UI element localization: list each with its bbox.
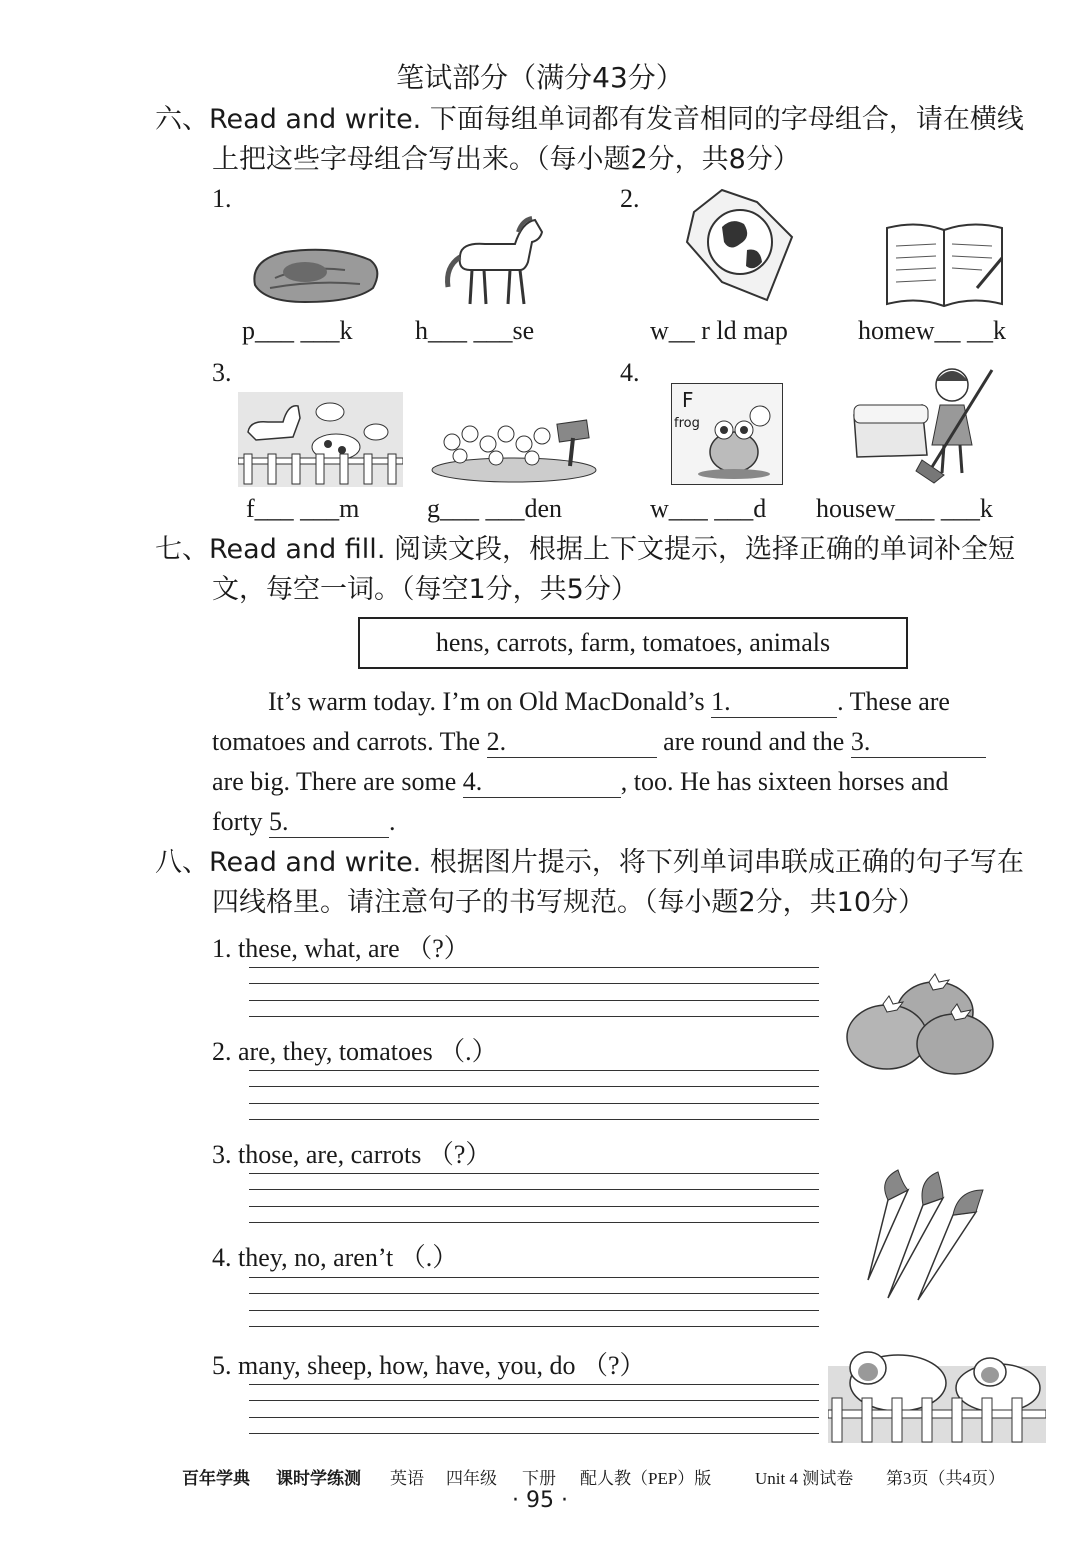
steak-icon	[245, 240, 385, 310]
word-blank[interactable]: homew__ __k	[858, 316, 1007, 345]
footer-grade: 四年级	[446, 1469, 497, 1488]
frog-card-letter: F	[682, 388, 694, 412]
footer-edition: 配人教（PEP）版	[580, 1469, 712, 1488]
section6-heading: 六、Read and write. 下面每组单词都有发音相同的字母组合，请在横线	[155, 104, 1024, 135]
word-blank[interactable]: p___ ___k	[242, 316, 353, 345]
passage-line: It’s warm today. I’m on Old MacDonald’s 1. . These are	[268, 687, 950, 716]
answer-blank[interactable]: 1.	[711, 687, 837, 718]
answer-blank[interactable]: 4.	[463, 767, 621, 798]
word-blank[interactable]: w__ r ld map	[650, 316, 788, 345]
frog-card-word: frog	[674, 416, 700, 431]
passage-line: forty 5. .	[212, 807, 396, 836]
world-map-icon	[682, 182, 797, 307]
group-number: 3.	[212, 358, 232, 387]
answer-blank[interactable]: 2.	[487, 727, 657, 758]
word-blank[interactable]: housew___ ___k	[816, 494, 993, 523]
carrots-icon	[848, 1160, 993, 1302]
four-line-grid[interactable]	[249, 1173, 819, 1223]
section8-heading-cont: 四线格里。请注意句子的书写规范。（每小题2分，共10分）	[212, 887, 926, 918]
footer-page-info: 第3页（共4页）	[886, 1469, 1005, 1488]
sheep-fence-icon	[828, 1338, 1046, 1443]
question-item: 3. those, are, carrots （?）	[212, 1140, 492, 1169]
footer-subject: 英语	[390, 1469, 424, 1488]
section6-heading-cont: 上把这些字母组合写出来。（每小题2分，共8分）	[212, 144, 800, 175]
page-title: 笔试部分（满分43分）	[396, 61, 684, 94]
homework-book-icon	[882, 218, 1007, 310]
answer-blank[interactable]: 3.	[851, 727, 986, 758]
page-number: · 95 ·	[512, 1488, 568, 1513]
section7-heading: 七、Read and fill. 阅读文段，根据上下文提示，选择正确的单词补全短	[155, 534, 1015, 565]
group-number: 4.	[620, 358, 640, 387]
section8-heading: 八、Read and write. 根据图片提示，将下列单词串联成正确的句子写在	[155, 847, 1024, 878]
word-blank[interactable]: w___ ___d	[650, 494, 767, 523]
passage-line: are big. There are some 4. , too. He has sixteen horses and	[212, 767, 949, 796]
word-blank[interactable]: f___ ___m	[246, 494, 360, 523]
tomatoes-icon	[845, 972, 997, 1077]
footer-series: 课时学练测	[276, 1469, 361, 1489]
footer-unit: Unit 4 测试卷	[755, 1469, 854, 1488]
garden-flowers-icon	[430, 418, 598, 484]
passage-line: tomatoes and carrots. The 2. are round and the 3.	[212, 722, 986, 762]
question-item: 2. are, they, tomatoes （.）	[212, 1037, 498, 1066]
group-number: 2.	[620, 184, 640, 213]
question-item: 1. these, what, are （?）	[212, 934, 470, 963]
question-item: 5. many, sheep, how, have, you, do （?）	[212, 1351, 646, 1380]
section7-heading-cont: 文，每空一词。（每空1分，共5分）	[212, 574, 638, 605]
four-line-grid[interactable]	[249, 1384, 819, 1434]
word-blank[interactable]: h___ ___se	[415, 316, 535, 345]
four-line-grid[interactable]	[249, 967, 819, 1017]
footer-brand: 百年学典	[182, 1469, 250, 1489]
horse-icon	[440, 212, 550, 312]
group-number: 1.	[212, 184, 232, 213]
question-item: 4. they, no, aren’t （.）	[212, 1243, 459, 1272]
frog-card-icon	[671, 383, 783, 485]
four-line-grid[interactable]	[249, 1277, 819, 1327]
farm-animals-icon	[238, 392, 403, 487]
footer-volume: 下册	[522, 1469, 556, 1488]
word-blank[interactable]: g___ ___den	[427, 494, 563, 523]
four-line-grid[interactable]	[249, 1070, 819, 1120]
word-box: hens, carrots, farm, tomatoes, animals	[358, 617, 908, 669]
girl-sweeping-icon	[852, 355, 997, 485]
answer-blank[interactable]: 5.	[269, 807, 389, 838]
